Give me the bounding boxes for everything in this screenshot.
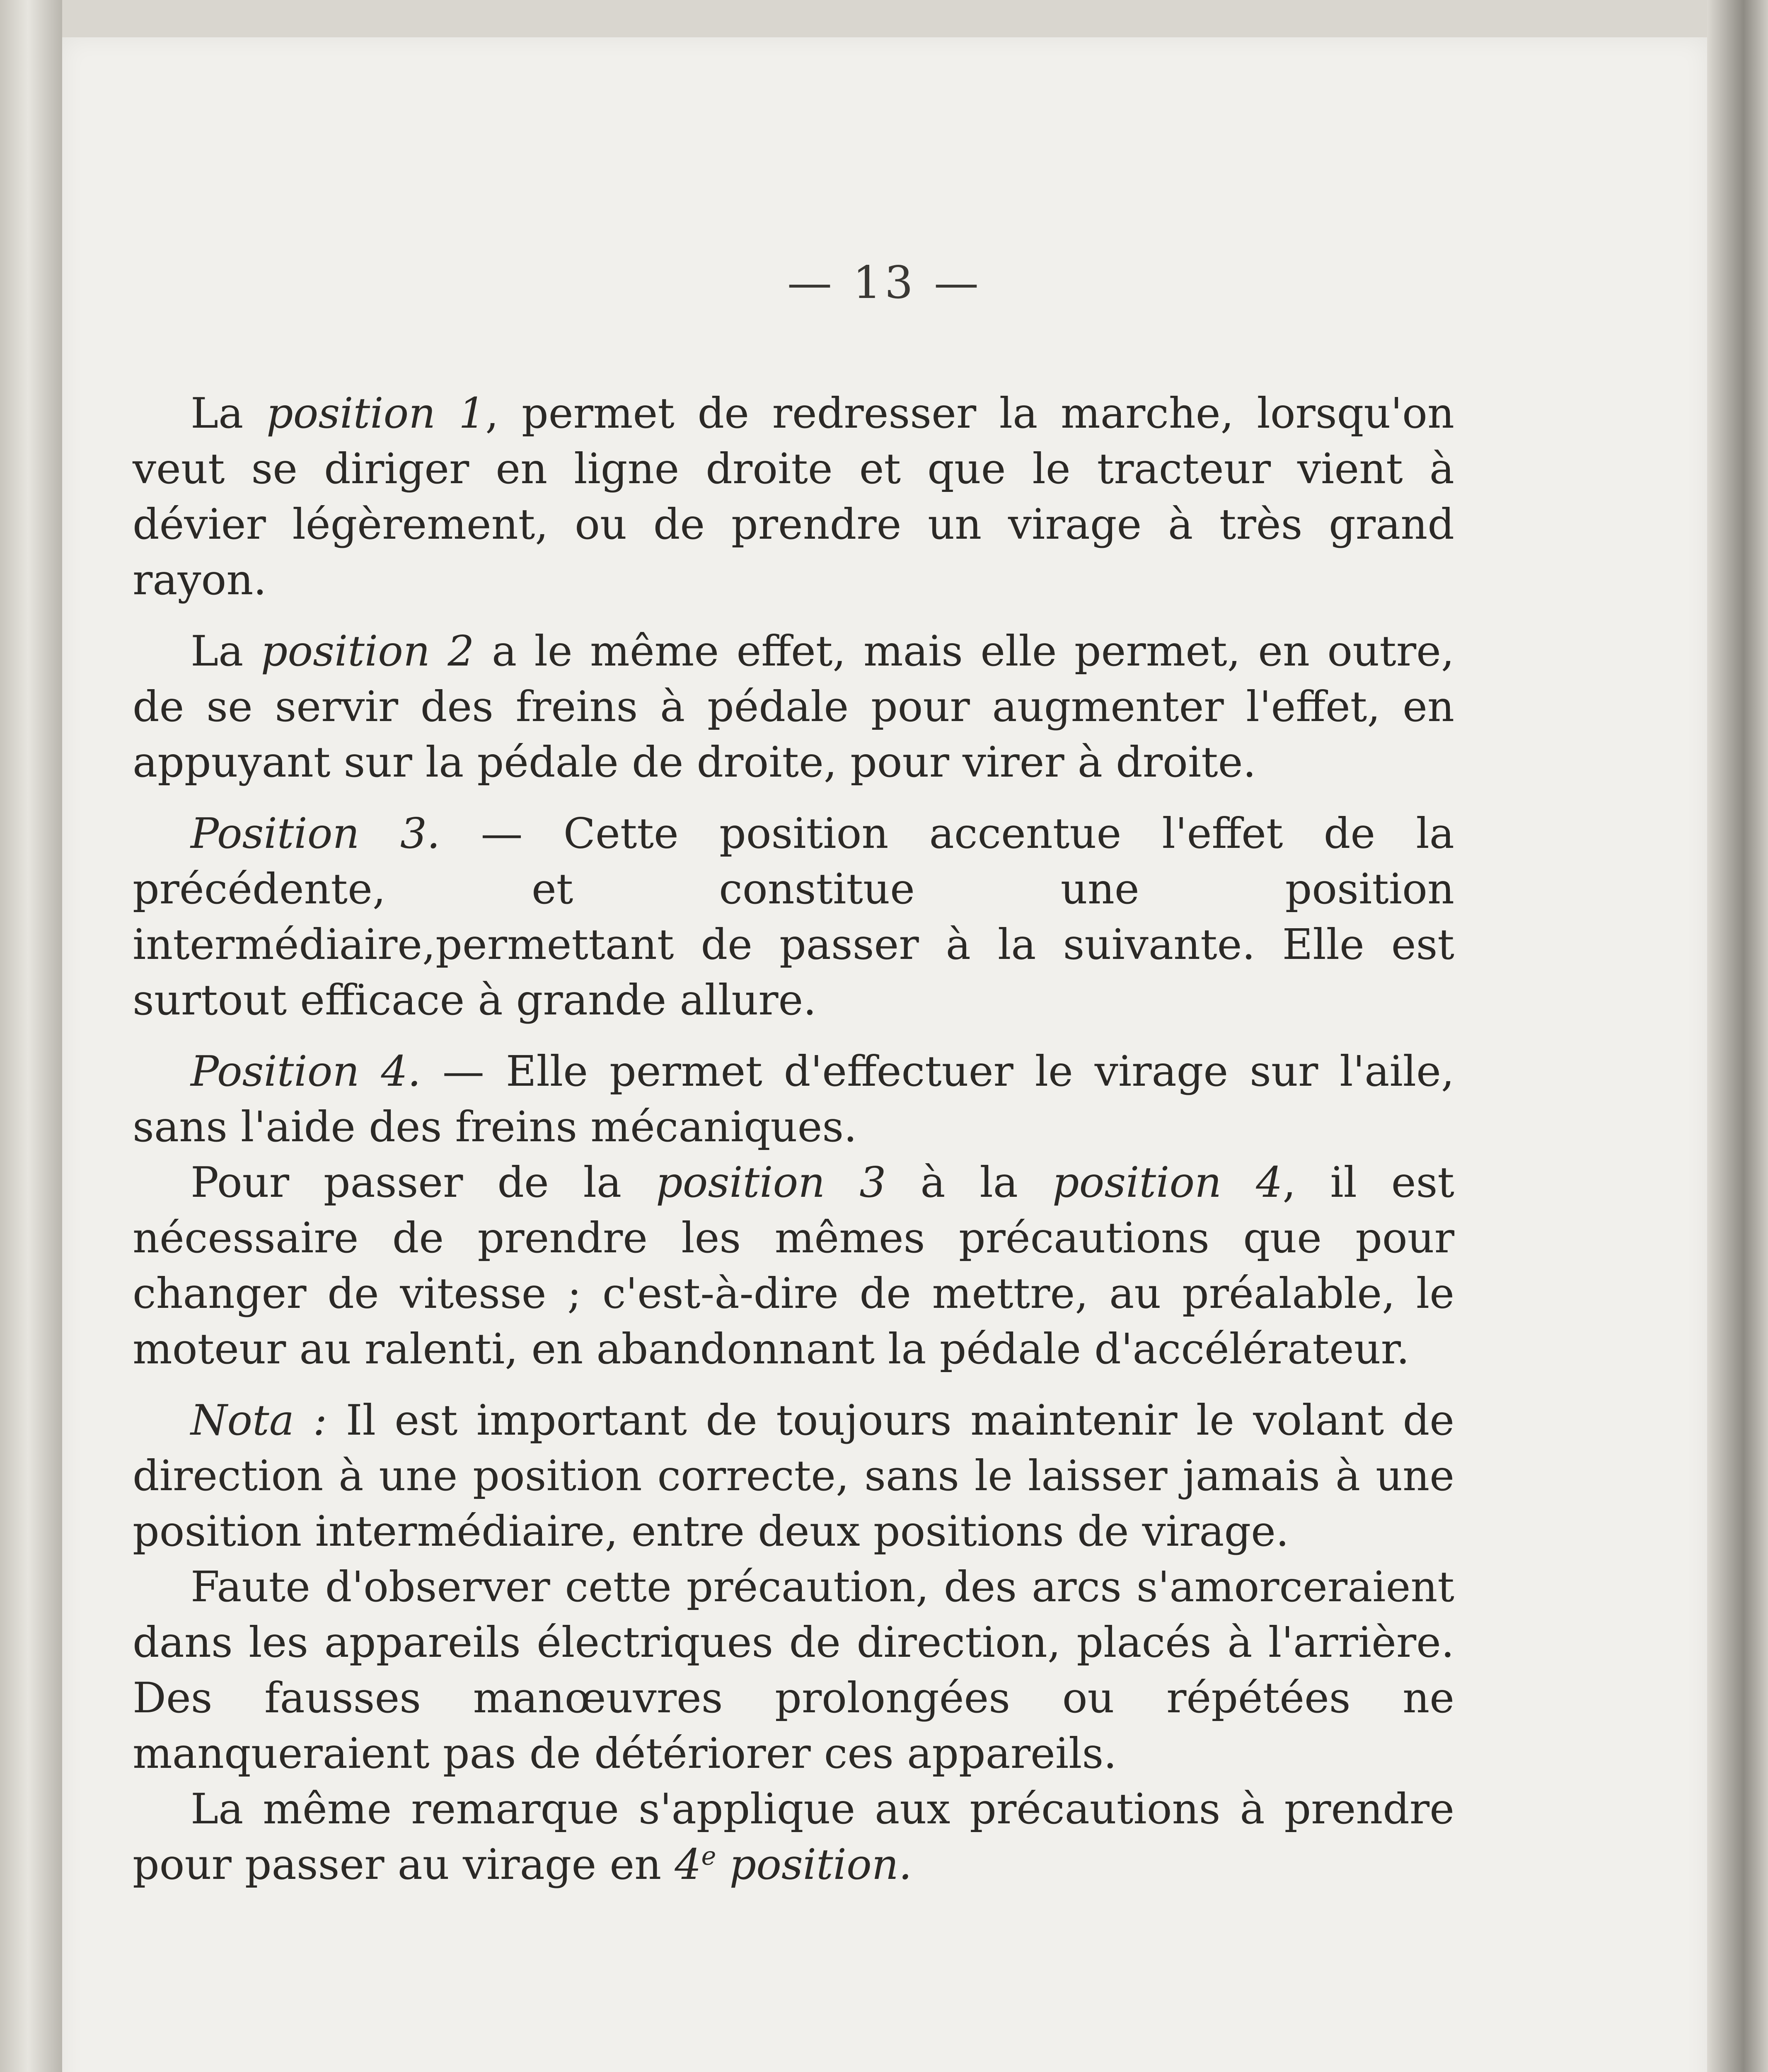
text-run: Pour passer de la [191, 1158, 656, 1207]
italic-term: Position 3. [191, 809, 440, 858]
ordinal-suffix: e [701, 1842, 716, 1871]
paragraph-passer-position [133, 1155, 1454, 1377]
text-run: Il est important de toujours maintenir le volant de direction à une position correcte, sans le laisser jamais à une position intermédiaire, entre deux positions de virage. [133, 1396, 1455, 1556]
paragraph-position-1 [133, 385, 1454, 608]
paragraph-position-3 [133, 806, 1454, 1028]
text-run: — Cette position accentue l'effet de la précédente, et constitue une position intermédiaire,permettant de passer à la suivante. Elle est surtout efficace à grande allure. [133, 809, 1454, 1024]
text-run: , il est nécessaire de prendre les mêmes précautions que pour changer de vitesse ; c'est-à-dire de mettre, au préalable, le moteur au ralenti, en abandonnant la pédale d'accélérateur. [133, 1158, 1454, 1373]
text-run: à la [886, 1158, 1052, 1207]
italic-term [675, 1840, 912, 1889]
text-run: — Elle permet d'effectuer le virage sur l'aile, sans l'aide des freins mécaniques. [133, 1047, 1454, 1151]
italic-term: Position 4. [191, 1047, 421, 1096]
text-run: La [191, 627, 261, 675]
italic-term: position 1 [266, 389, 486, 438]
italic-term: position 4 [1052, 1158, 1283, 1207]
italic-term: Nota : [191, 1396, 327, 1445]
book-page [62, 37, 1707, 2072]
text-run: La même remarque s'applique aux précautions à prendre pour passer au virage en [133, 1784, 1454, 1889]
italic-term: position 3 [656, 1158, 886, 1207]
body-text [133, 385, 1454, 1892]
ordinal-number: 4 [675, 1840, 701, 1889]
text-run: La [191, 389, 266, 438]
italic-word: position. [716, 1840, 912, 1889]
paragraph-nota [133, 1392, 1454, 1559]
page-number: — 13 — [787, 257, 982, 309]
right-page-edge [1707, 0, 1768, 2072]
paragraph-position-2 [133, 623, 1454, 790]
left-page-edge [0, 0, 62, 2072]
paragraph-position-4 [133, 1043, 1454, 1155]
paragraph-faute: Faute d'observer cette précaution, des arcs s'amorceraient dans les appareils électriques de direction, placés à l'arrière. Des fausses manœuvres prolongées ou répétées ne manqueraient pas de détériorer ces appareils. [133, 1562, 1454, 1778]
italic-term: position 2 [261, 627, 474, 675]
text-run: , permet de redresser la marche, lorsqu'on veut se diriger en ligne droite et que le tracteur vient à dévier légèrement, ou de prendre un virage à très grand rayon. [133, 389, 1454, 604]
paragraph-remarque [133, 1781, 1454, 1892]
text-run: a le même effet, mais elle permet, en outre, de se servir des freins à pédale pour augmenter l'effet, en appuyant sur la pédale de droite, pour virer à droite. [133, 627, 1455, 787]
